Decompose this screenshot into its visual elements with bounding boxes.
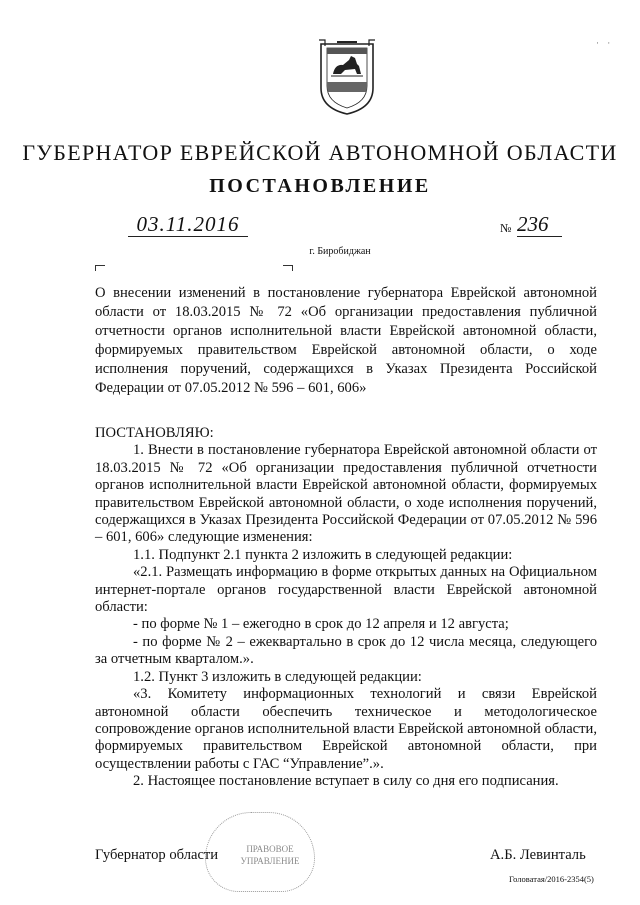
margin-marks: · · — [596, 38, 614, 48]
number-label: № — [500, 221, 512, 235]
decree-word: ПОСТАНОВЛЯЮ: — [95, 425, 214, 441]
document-number: 236 — [517, 213, 562, 237]
city-label: г. Биробиджан — [309, 246, 371, 257]
authority-heading: ГУБЕРНАТОР ЕВРЕЙСКОЙ АВТОНОМНОЙ ОБЛАСТИ — [22, 140, 618, 165]
list-item-form-2: - по форме № 2 – ежеквартально в срок до 12 числа месяца, следующего за отчетным кварталом.». — [95, 633, 597, 668]
document-type-title: ПОСТАНОВЛЕНИЕ — [209, 175, 431, 197]
signatory-name: А.Б. Левинталь — [490, 847, 586, 863]
paragraph-1-2: 1.2. Пункт 3 изложить в следующей редакции: — [133, 668, 422, 685]
document-body — [95, 425, 597, 791]
legal-department-stamp: ПРАВОВОЕ УПРАВЛЕНИЕ — [205, 812, 315, 892]
title-bracket-right — [283, 265, 293, 271]
paragraph-1-1: 1.1. Подпункт 2.1 пункта 2 изложить в следующей редакции: — [133, 546, 513, 563]
document-title: О внесении изменений в постановление губернатора Еврейской автономной области от 18.03.2015 № 72 «Об организации предоставления публичной отчетности органов исполнительной власти Еврейской автономной области, формируемых правительством Еврейской автономной области, о ходе исполнения поручений, содержащихся в Указах Президента Российской Федерации от 07.05.2012 № 596 – 601, 606» — [95, 285, 597, 396]
quoted-clause-2-1: «2.1. Размещать информацию в форме открытых данных на Официальном интернет-портале органов государственной власти Еврейской автономной области: — [95, 564, 597, 616]
quoted-clause-3: «3. Комитету информационных технологий и связи Еврейской автономной области обеспечить техническое и методологическое сопровождение органов исполнительной власти Еврейской автономной области, формируемых правительством Еврейской автономной области, при осуществлении работы с ГАС “Управление”.». — [95, 686, 597, 772]
list-item-form-1: - по форме № 1 – ежегодно в срок до 12 апреля и 12 августа; — [133, 616, 509, 633]
document-date: 03.11.2016 — [128, 213, 248, 237]
coat-of-arms-emblem — [315, 38, 379, 118]
paragraph-1: 1. Внести в постановление губернатора Еврейской автономной области от 18.03.2015 № 72 «Об организации предоставления публичной отчетности органов исполнительной власти Еврейской автономной области, формируемых правительством Еврейской автономной области, о ходе исполнения поручений, содержащихся в Указах Президента Российской Федерации от 07.05.2012 № 596 – 601, 606» следующие изменения: — [95, 442, 597, 546]
paragraph-2: 2. Настоящее постановление вступает в силу со дня его подписания. — [133, 773, 559, 790]
executor-reference: Головатая/2016-2354(5) — [509, 874, 594, 884]
signatory-position: Губернатор области — [95, 847, 219, 863]
title-bracket-left — [95, 265, 105, 271]
